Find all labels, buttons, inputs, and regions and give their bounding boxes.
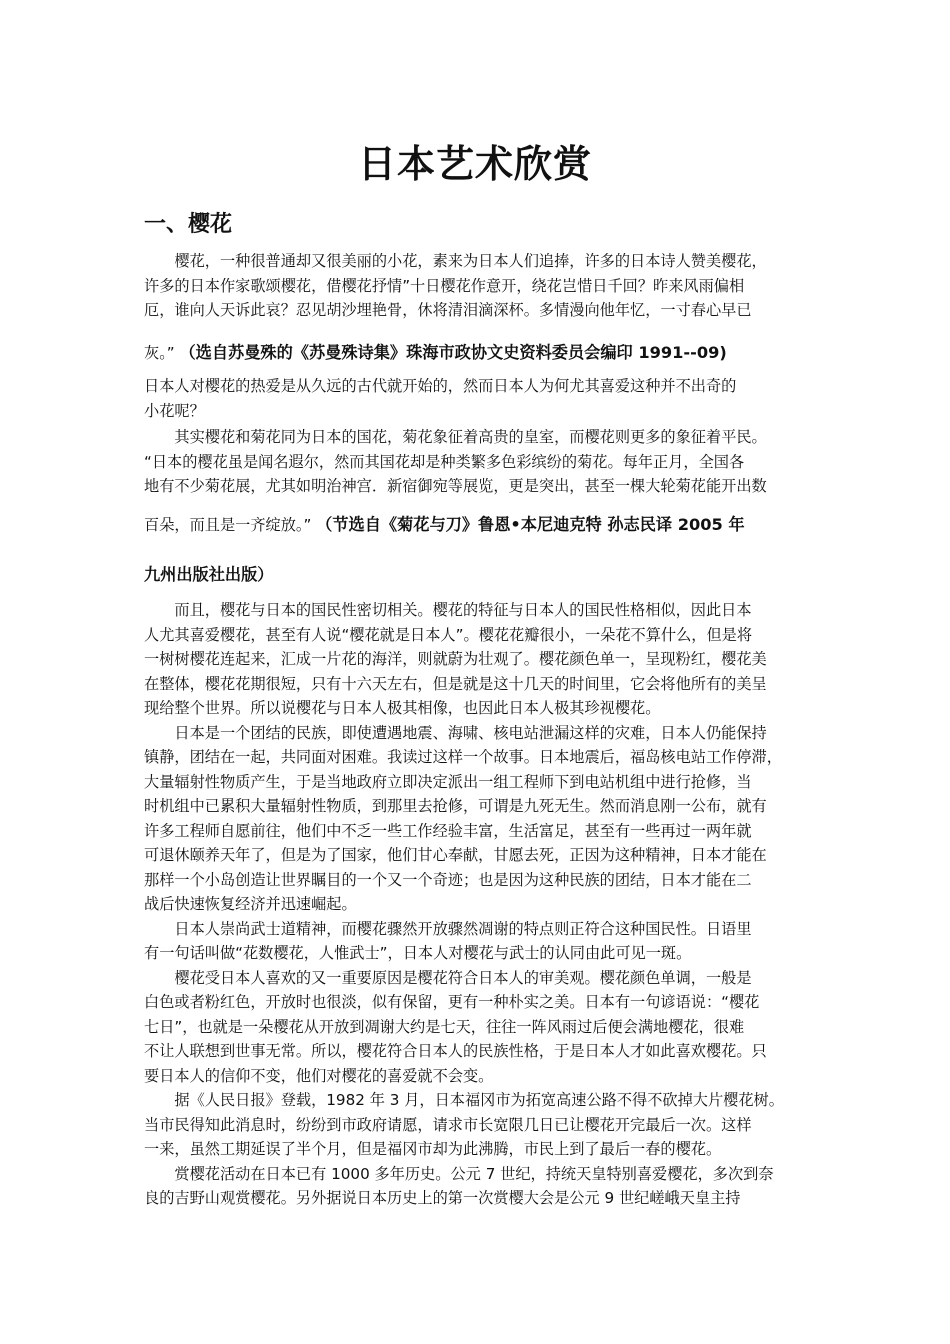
text-line: 樱花受日本人喜欢的又一重要原因是樱花符合日本人的审美观。樱花颜色单调，一般是: [144, 968, 752, 987]
text-line: 时机组中已累积大量辐射性物质，到那里去抢修，可谓是九死无生。然而消息刚一公布，就有: [144, 797, 767, 815]
text-line: 樱花，一种很普通却又很美丽的小花，素来为日本人们追捧，许多的日本诗人赞美樱花，: [144, 252, 767, 270]
text-line: 白色或者粉红色，开放时也很淡，似有保留，更有一种朴实之美。日本有一句谚语说：“樱花: [144, 993, 760, 1011]
text-line: 镇静，团结在一起，共同面对困难。我读过这样一个故事。日本地震后，福岛核电站工作停滞，: [144, 748, 782, 766]
text-line: 大量辐射性物质产生，于是当地政府立即决定派出一组工程师下到电站机组中进行抢修，当: [144, 772, 752, 791]
page-title: 日本艺术欣赏: [357, 142, 592, 186]
paragraph-question: [144, 374, 820, 423]
text-line: 而且，樱花与日本的国民性密切相关。樱花的特征与日本人的国民性格相似，因此日本: [144, 601, 752, 619]
text-line: 一树树樱花连起来，汇成一片花的海洋，则就蔚为壮观了。樱花颜色单一，呈现粉红，樱花美: [144, 650, 767, 668]
text-line: 人尤其喜爱樱花，甚至有人说“樱花就是日本人”。樱花花瓣很小，一朵花不算什么，但是将: [144, 625, 753, 644]
text-line: 日本人对樱花的热爱是从久远的古代就开始的，然而日本人为何尤其喜爱这种并不出奇的: [144, 377, 737, 395]
text-line: 其实樱花和菊花同为日本的国花，菊花象征着高贵的皇室，而樱花则更多的象征着平民。: [144, 428, 767, 446]
paragraph-poem-end: [144, 338, 820, 368]
text-line: 据《人民日报》登载，1982 年 3 月，日本福冈市为拓宽高速公路不得不砍掉大片樱花树。: [144, 1091, 784, 1109]
text-line: 战后快速恢复经济并迅速崛起。: [144, 895, 357, 913]
text-line: 赏樱花活动在日本已有 1000 多年历史。公元 7 世纪，持统天皇特别喜爱樱花，多次到奈: [144, 1164, 774, 1183]
citation: 九州出版社出版）: [144, 565, 274, 584]
text-line: 现给整个世界。所以说樱花与日本人极其相像，也因此日本人极其珍视樱花。: [144, 699, 661, 717]
text-line: “日本的樱花虽是闻名遐尔，然而其国花却是种类繁多色彩缤纷的菊花。每年正月，全国各: [144, 452, 745, 471]
paragraph-chrysanthemum-end: [144, 510, 820, 540]
text-line: 厄，谁向人天诉此哀？忍见胡沙埋艳骨，休将清泪滴深杯。多情漫向他年忆，一寸春心早已: [144, 301, 752, 319]
text-line: 百朵，而且是一齐绽放。”: [144, 516, 312, 534]
text-line: 许多的日本作家歌颂樱花，借樱花抒情”十日樱花作意开，绕花岂惜日千回？昨来风雨偏相: [144, 276, 745, 295]
citation-continued: [144, 560, 820, 590]
text-line: 日本人崇尚武士道精神，而樱花骤然开放骤然凋谢的特点则正符合这种国民性。日语里: [144, 919, 752, 938]
text-line: 地有不少菊花展，尤其如明治神宫．新宿御宛等展览，更是突出，甚至一棵大轮菊花能开出数: [144, 477, 767, 495]
paragraph-chrysanthemum: [144, 425, 820, 499]
text-line: 日本是一个团结的民族，即使遭遇地震、海啸、核电站泄漏这样的灾难，日本人仍能保持: [144, 723, 767, 742]
section-heading: 一、樱花: [144, 212, 233, 237]
text-line: 在整体，樱花花期很短，只有十六天左右，但是就是这十几天的时间里，它会将他所有的美呈: [144, 674, 767, 693]
paragraph-poem: [144, 249, 820, 323]
text-line: 当市民得知此消息时，纷纷到市政府请愿，请求市长宽限几日已让樱花开完最后一次。这样: [144, 1115, 752, 1134]
text-line: 有一句话叫做“花数樱花，人惟武士”，日本人对樱花与武士的认同由此可见一斑。: [144, 944, 692, 962]
text-line: 一来，虽然工期延误了半个月，但是福冈市却为此沸腾，市民上到了最后一春的樱花。: [144, 1140, 722, 1158]
text-line: 良的吉野山观赏樱花。另外据说日本历史上的第一次赏樱大会是公元 9 世纪嵯峨天皇主持: [144, 1189, 741, 1207]
citation: （节选自《菊花与刀》鲁恩•本尼迪克特 孙志民译 2005 年: [316, 515, 745, 534]
text-line: 不让人联想到世事无常。所以，樱花符合日本人的民族性格，于是日本人才如此喜欢樱花。只: [144, 1042, 767, 1060]
citation: （选自苏曼殊的《苏曼殊诗集》珠海市政协文史资料委员会编印 1991--09): [179, 343, 727, 362]
text-line: 要日本人的信仰不变，他们对樱花的喜爱就不会变。: [144, 1066, 494, 1085]
text-line: 七日”，也就是一朵樱花从开放到凋谢大约是七天，往往一阵风雨过后便会满地樱花，很难: [144, 1017, 745, 1036]
text-line: 灰。”: [144, 344, 175, 362]
text-line: 可退休颐养天年了，但是为了国家，他们甘心奉献，甘愿去死，正因为这种精神，日本才能在: [144, 846, 767, 864]
paragraph-body: [144, 598, 820, 1211]
text-line: 许多工程师自愿前往，他们中不乏一些工作经验丰富，生活富足，甚至有一些再过一两年就: [144, 821, 752, 840]
text-line: 小花呢？: [144, 401, 205, 420]
text-line: 那样一个小岛创造让世界瞩目的一个又一个奇迹；也是因为这种民族的团结，日本才能在二: [144, 870, 752, 889]
